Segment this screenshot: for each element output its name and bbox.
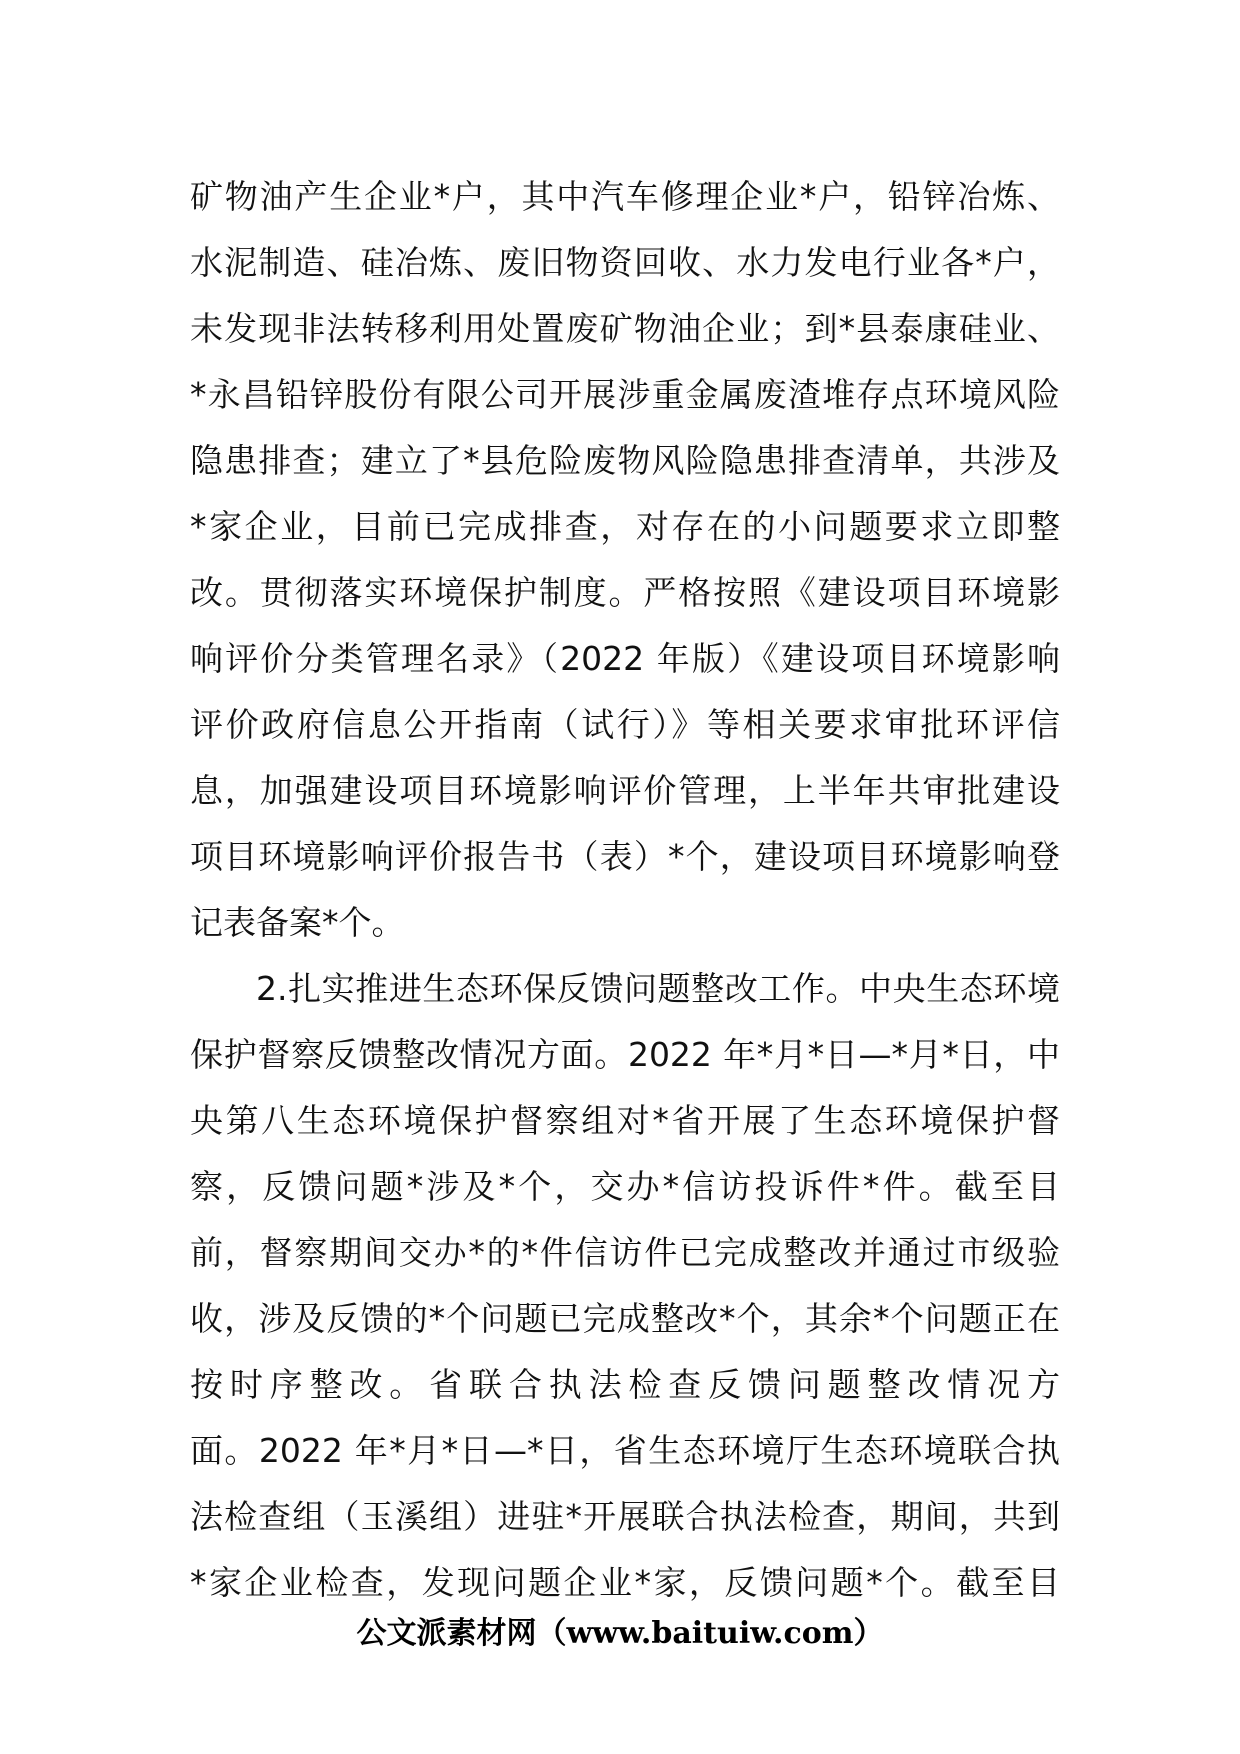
text-line: 记表备案*个。 — [190, 903, 405, 942]
text-line: 法检查组（玉溪组）进驻*开展联合执法检查，期间，共到 — [190, 1497, 1060, 1536]
text-line: 隐患排查；建立了*县危险废物风险隐患排查清单，共涉及 — [190, 441, 1060, 480]
text-line: *家企业检查，发现问题企业*家，反馈问题*个。截至目 — [190, 1563, 1060, 1602]
text-line: 保护督察反馈整改情况方面。2022 年*月*日—*月*日，中 — [190, 1035, 1060, 1074]
text-line: 改。贯彻落实环境保护制度。严格按照《建设项目环境影 — [190, 573, 1060, 612]
text-line: *家企业，目前已完成排查，对存在的小问题要求立即整 — [190, 507, 1060, 546]
text-line: 央第八生态环境保护督察组对*省开展了生态环境保护督 — [190, 1101, 1060, 1140]
text-line: 息，加强建设项目环境影响评价管理，上半年共审批建设 — [190, 771, 1060, 810]
text-line: 水泥制造、硅冶炼、废旧物资回收、水力发电行业各*户， — [190, 243, 1060, 282]
text-line: 未发现非法转移利用处置废矿物油企业；到*县泰康硅业、 — [190, 309, 1060, 348]
text-line: 2.扎实推进生态环保反馈问题整改工作。中央生态环境 — [256, 969, 1060, 1008]
text-line: 项目环境影响评价报告书（表）*个，建设项目环境影响登 — [190, 837, 1060, 876]
text-line: 前，督察期间交办*的*件信访件已完成整改并通过市级验 — [190, 1233, 1060, 1272]
document-body — [190, 164, 1060, 1616]
text-line: 收，涉及反馈的*个问题已完成整改*个，其余*个问题正在 — [190, 1299, 1060, 1338]
text-line: *永昌铅锌股份有限公司开展涉重金属废渣堆存点环境风险 — [190, 375, 1060, 414]
text-line: 响评价分类管理名录》（2022 年版）《建设项目环境影响 — [190, 639, 1060, 678]
text-line: 按时序整改。省联合执法检查反馈问题整改情况方 — [190, 1365, 1060, 1404]
text-line: 面。2022 年*月*日—*日，省生态环境厅生态环境联合执 — [190, 1431, 1060, 1470]
text-line: 察，反馈问题*涉及*个，交办*信访投诉件*件。截至目 — [190, 1167, 1060, 1206]
text-line: 评价政府信息公开指南（试行）》等相关要求审批环评信 — [190, 705, 1060, 744]
text-line: 矿物油产生企业*户，其中汽车修理企业*户，铅锌冶炼、 — [190, 177, 1060, 216]
footer-watermark-text: 公文派素材网（www.baituiw.com） — [356, 1616, 884, 1651]
